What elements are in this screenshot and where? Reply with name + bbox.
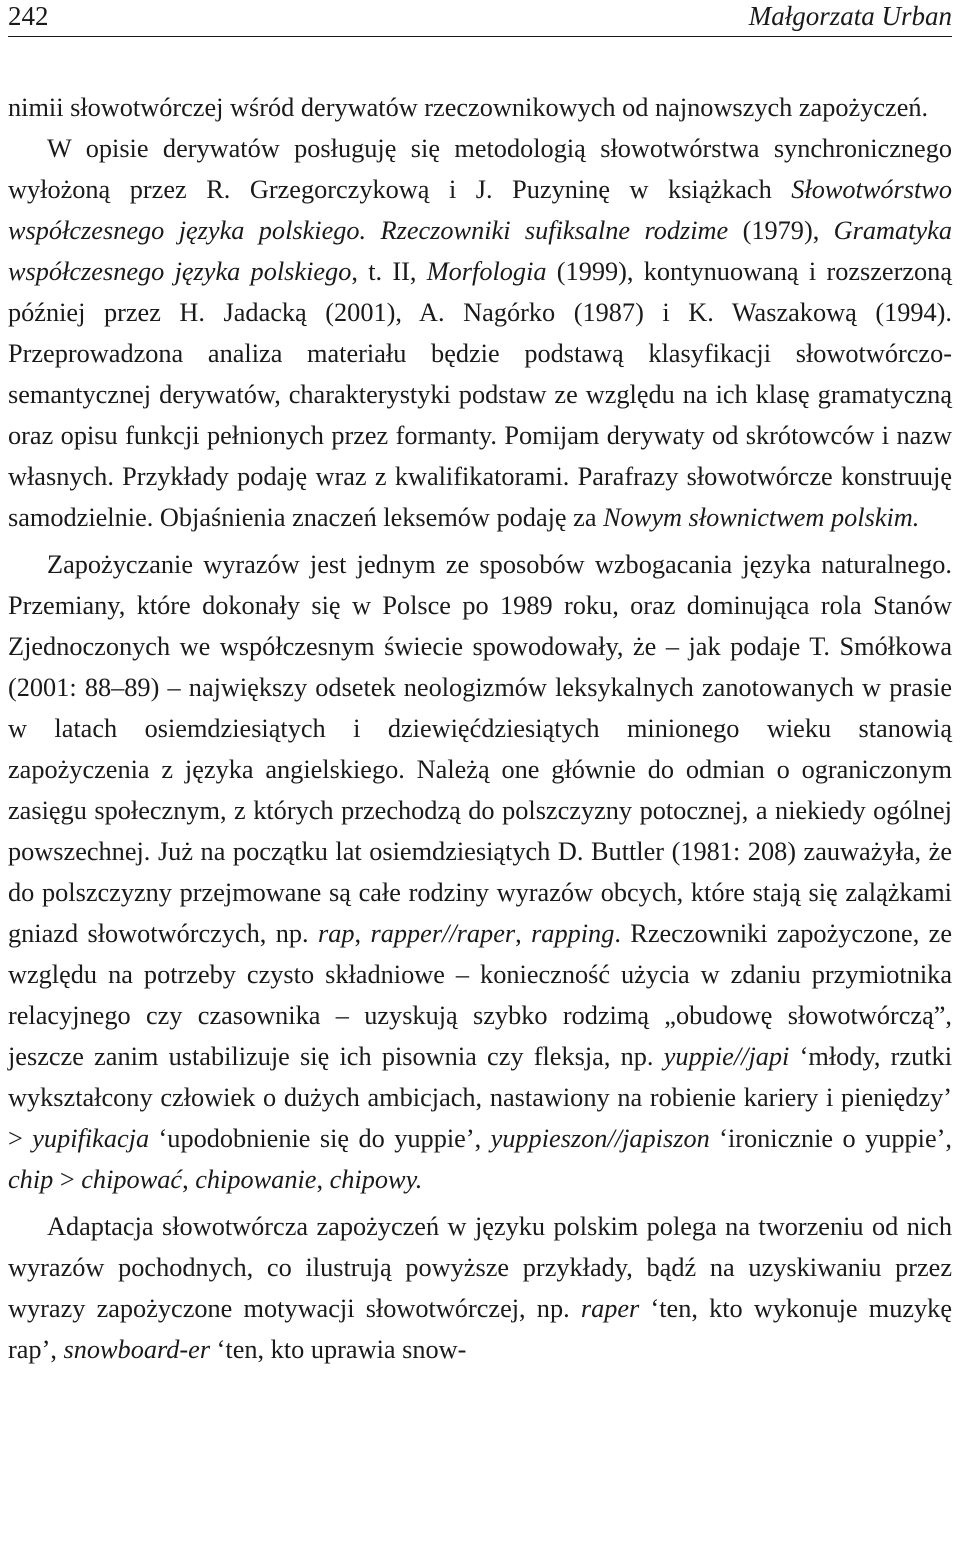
text-run: , (182, 1165, 196, 1194)
italic-term: rapping (531, 919, 615, 948)
italic-term: rap (317, 919, 355, 948)
italic-term: chipować (81, 1165, 183, 1194)
text-run: (1979), (728, 216, 834, 245)
italic-term: Słowotwórstwo współczesnego języka polskiego. Rzeczowniki sufiksalne rodzime (8, 175, 952, 245)
text-run: . Rzeczowniki zapożyczone, ze względu na potrzeby czysto składniowe – konieczność użycia w zdaniu przymiotnika relacyjnego czy czasownika – uzyskują szybko rodzimą „obudowę słowotwórczą”, jeszcze zanim ustabilizuje się ich pisownia czy fleksja, np. (8, 919, 953, 1071)
text-run: ‘młody, rzutki wykształcony człowiek o dużych ambicjach, nastawiony na robienie kariery i pieniędzy’ > (8, 1042, 952, 1153)
italic-term: Nowym słownictwem polskim. (603, 503, 920, 532)
text-run: ‘ironicznie o yuppie’, (709, 1124, 952, 1153)
running-header (8, 0, 952, 37)
paragraph-methodology (8, 128, 952, 538)
italic-term: Morfologia (426, 257, 547, 286)
italic-term: raper (580, 1294, 640, 1323)
text-run: ‘upodobnienie się do yuppie’, (149, 1124, 491, 1153)
italic-term: snowboard-er (63, 1335, 211, 1364)
italic-term: rapper//raper (370, 919, 516, 948)
text-run: Zapożyczanie wyrazów jest jednym ze sposobów wzbogacania języka naturalnego. Przemiany, które dokonały się w Polsce po 1989 roku, oraz dominująca rola Stanów Zjednoczonych we współczesnym świecie spowodowały, że – jak podaje T. Smółkowa (2001: 88–89) – największy odsetek neologizmów leksykalnych zanotowanych w prasie w latach osiemdziesiątych i dziewięćdziesiątych minionego wieku stanowią zapożyczenia z języka angielskiego. Należą one głównie do odmian o ograniczonym zasięgu społecznym, z których przechodzą do polszczyzny potocznej, a niekiedy ogólnej powszechnej. Już na początku lat osiemdziesiątych D. Buttler (1981: 208) zauważyła, że do polszczyzny przejmowane są całe rodziny wyrazów obcych, które stają się zalążkami gniazd słowotwórczych, np. (8, 550, 952, 948)
page-number: 242 (8, 1, 49, 31)
italic-term: chip (8, 1165, 54, 1194)
running-header-author: Małgorzata Urban (748, 1, 952, 31)
text-run: ‘ten, kto uprawia snow- (210, 1335, 467, 1364)
text-run: Adaptacja słowotwórcza zapożyczeń w języku polskim polega na tworzeniu od nich wyrazów pochodnych, co ilustrują powyższe przykłady, bądź na uzyskiwaniu przez wyrazy zapożyczone motywacji słowotwórczej, np. (8, 1212, 952, 1323)
text-run: , (354, 919, 371, 948)
text-run: (1999), kontynuowaną i rozszerzoną później przez H. Jadacką (2001), A. Nagórko (1987) i K. Waszakową (1994). Przeprowadzona analiza materiału będzie podstawą klasyfikacji słowotwórczo-semantycznej derywatów, charakterystyki podstaw ze względu na ich klasę gramatyczną oraz opisu funkcji pełnionych przez formanty. Pomijam derywaty od skrótowców i nazw własnych. Przykłady podaję wraz z kwalifikatorami. Parafrazy słowotwórcze konstruuję samodzielnie. Objaśnienia znaczeń leksemów podaję za (8, 257, 952, 532)
italic-term: Gramatyka współczesnego języka polskiego (8, 216, 952, 286)
body-text (8, 87, 952, 1370)
text-run: W opisie derywatów posługuję się metodologią słowotwórstwa synchronicznego wyłożoną przez R. Grzegorczykową i J. Puzyninę w książkach (8, 134, 952, 204)
italic-term: chipowy. (329, 1165, 423, 1194)
text-run: > (53, 1165, 82, 1194)
text-run: , (316, 1165, 330, 1194)
text-run: , t. II, (351, 257, 427, 286)
italic-term: yuppieszon//japiszon (490, 1124, 710, 1153)
text-run: ‘ten, kto wykonuje muzykę rap’, (8, 1294, 952, 1364)
italic-term: yuppie//japi (663, 1042, 790, 1071)
italic-term: yupifikacja (32, 1124, 150, 1153)
paragraph-borrowing (8, 544, 952, 1200)
paragraph-adaptation (8, 1206, 952, 1370)
text-run: , (515, 919, 532, 948)
paragraph-continuation: nimii słowotwórczej wśród derywatów rzeczownikowych od najnowszych zapożyczeń. (8, 93, 929, 122)
italic-term: chipowanie (195, 1165, 317, 1194)
